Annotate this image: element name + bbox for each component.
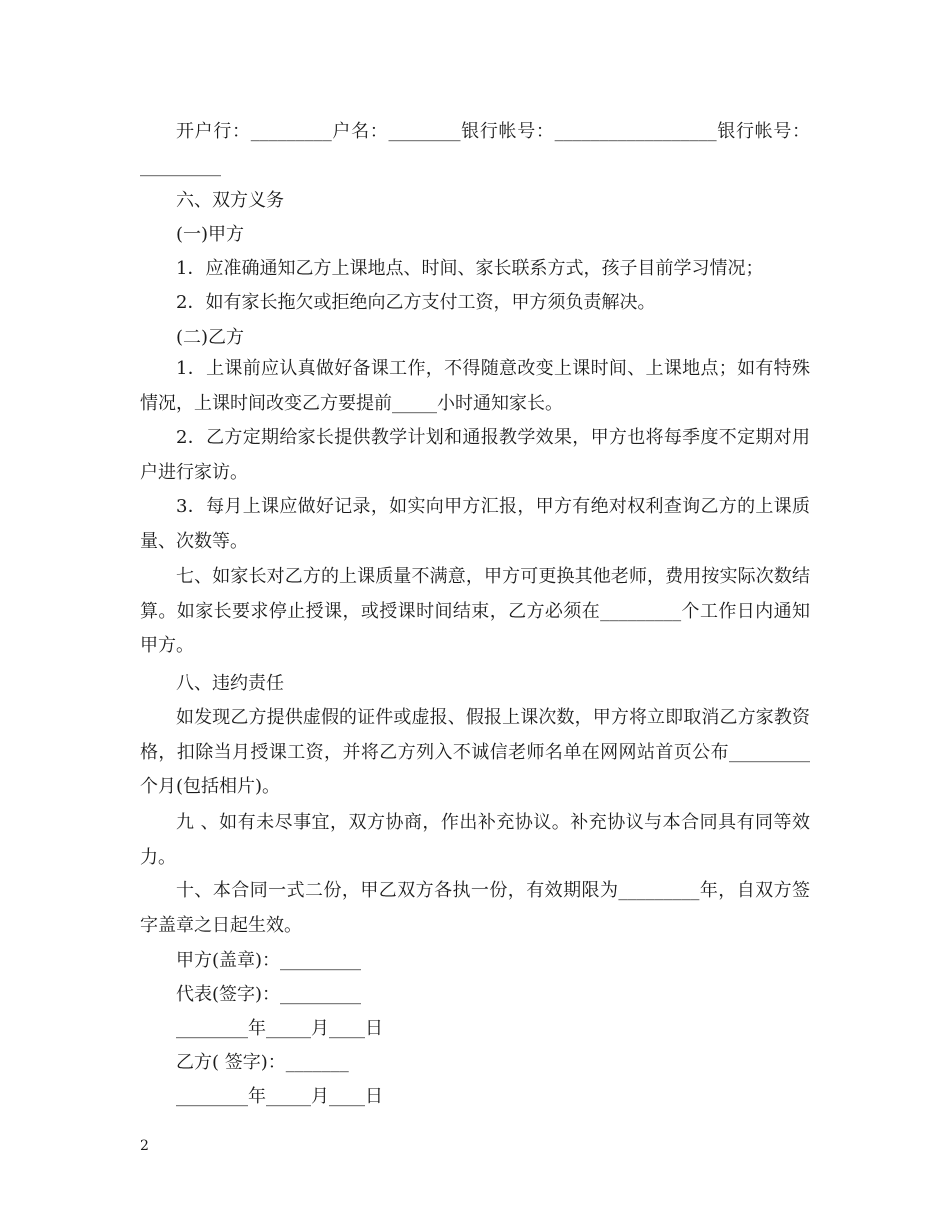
- signature-representative: 代表(签字)：_________: [176, 984, 362, 1005]
- party-b-title: (二)乙方: [176, 327, 245, 348]
- page-number: 2: [140, 1138, 149, 1154]
- signature-party-a: 甲方(盖章)：_________: [176, 950, 362, 971]
- party-b-item-1: 1．上课前应认真做好备课工作，不得随意改变上课时间、上课地点；如有特殊情况，上课时间改变乙方要提前_____小时通知家长。: [140, 358, 810, 414]
- party-a-item-2: 2．如有家长拖欠或拒绝向乙方支付工资，甲方须负责解决。: [176, 292, 656, 313]
- section-10: 十、本合同一式二份，甲乙双方各执一份，有效期限为_________年，自双方签字盖章之日起生效。: [140, 880, 810, 936]
- section-8-title: 八、违约责任: [176, 673, 284, 694]
- section-8-body: 如发现乙方提供虚假的证件或虚报、假报上课次数，甲方将立即取消乙方家教资格，扣除当月授课工资，并将乙方列入不诚信老师名单在网网站首页公布_________个月(包括相片)。: [140, 707, 810, 797]
- date-line-2: ________年_____月____日: [176, 1086, 383, 1107]
- party-b-item-2: 2．乙方定期给家长提供教学计划和通报教学效果，甲方也将每季度不定期对用户进行家访。: [140, 427, 810, 483]
- date-line-1: ________年_____月____日: [176, 1018, 383, 1039]
- party-b-item-3: 3．每月上课应做好记录，如实向甲方汇报，甲方有绝对权利查询乙方的上课质量、次数等。: [140, 496, 810, 552]
- signature-party-b: 乙方( 签字)：_______: [176, 1052, 349, 1073]
- section-9: 九 、如有未尽事宜，双方协商，作出补充协议。补充协议与本合同具有同等效力。: [140, 812, 810, 868]
- party-a-title: (一)甲方: [176, 224, 245, 245]
- bank-account-line: 开户行：_________户名：________银行帐号：__________________银行帐号：_________: [140, 121, 810, 177]
- party-a-item-1: 1．应准确通知乙方上课地点、时间、家长联系方式，孩子目前学习情况；: [176, 258, 764, 279]
- section-6-title: 六、双方义务: [176, 190, 284, 211]
- section-7: 七、如家长对乙方的上课质量不满意，甲方可更换其他老师，费用按实际次数结算。如家长要求停止授课，或授课时间结束，乙方必须在_________个工作日内通知甲方。: [140, 566, 810, 656]
